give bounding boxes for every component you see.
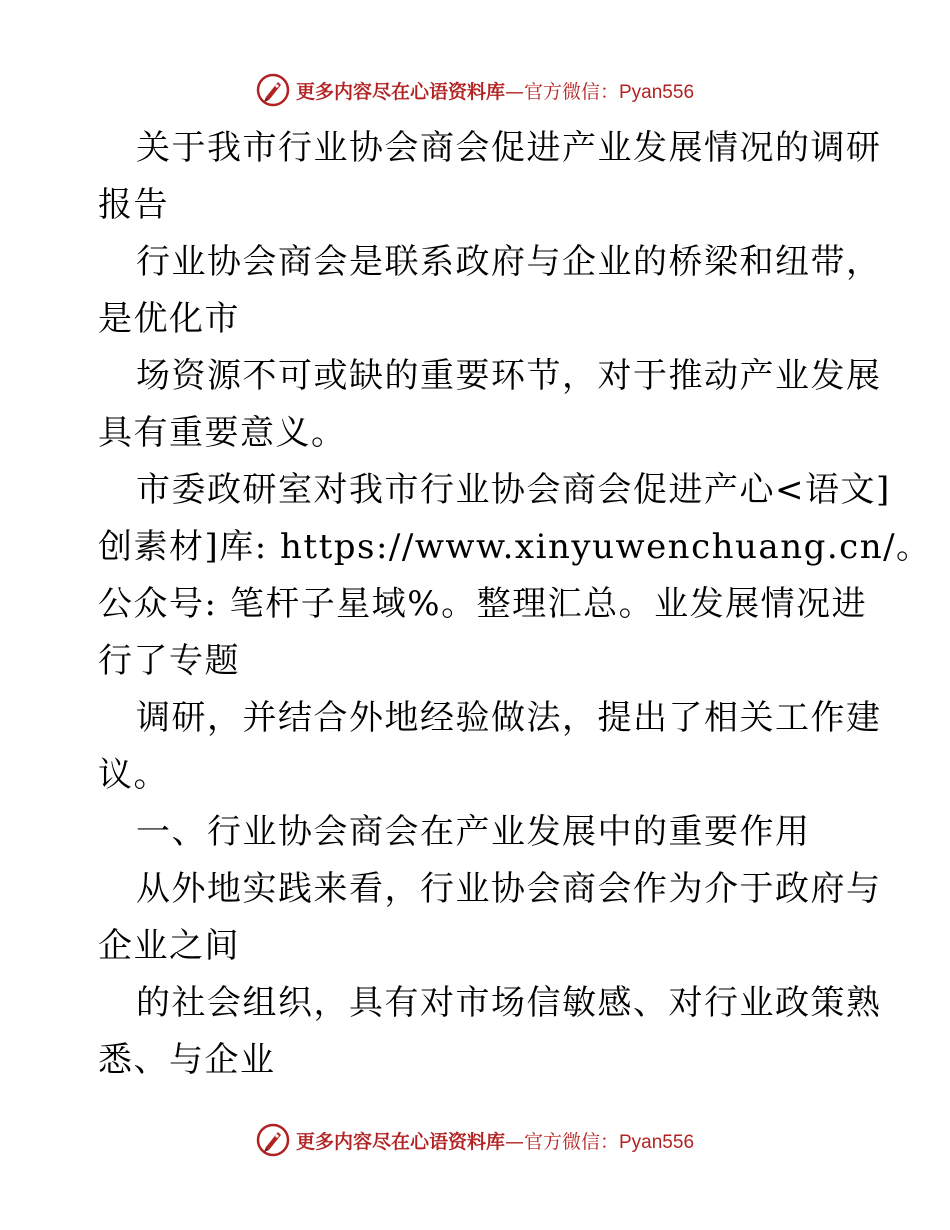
pen-nib-logo-icon [256,1123,290,1157]
text-line: 市委政研室对我市行业协会商会促进产心<语文] [136,470,891,510]
text-line: 企业之间 [98,926,240,966]
header-banner-separator: — [504,80,524,103]
text-line: 议。 [98,755,169,795]
header-banner-text [296,77,694,104]
footer-banner-text [296,1127,694,1154]
text-line: 关于我市行业协会商会促进产业发展情况的调研 [136,128,882,168]
text-line: 是优化市 [98,299,240,339]
text-line: 公众号: 笔杆子星域%。整理汇总。业发展情况进 [98,584,868,624]
header-banner-main: 更多内容尽在心语资料库 [295,80,505,103]
header-banner [0,70,950,110]
pen-nib-logo-icon [256,73,290,107]
section-heading: 一、行业协会商会在产业发展中的重要作用 [136,812,811,852]
text-line: 的社会组织，具有对市场信敏感、对行业政策熟 [136,983,882,1023]
footer-banner [0,1120,950,1160]
text-line: 行业协会商会是联系政府与企业的桥梁和纽带， [136,242,882,282]
footer-banner-wechat-id: Pyan556 [619,1131,695,1153]
footer-banner-wechat-label: 官方微信： [523,1130,619,1153]
document-text [98,120,932,1089]
document-body [98,120,932,1089]
text-line: 创素材]库: https://www.xinyuwenchuang.cn/。 [98,527,932,567]
text-line: 调研，并结合外地经验做法，提出了相关工作建 [136,698,882,738]
header-banner-wechat-id: Pyan556 [619,81,695,103]
text-line: 悉、与企业 [98,1040,276,1080]
text-line: 行了专题 [98,641,240,681]
text-line: 报告 [98,185,169,225]
text-line: 具有重要意义。 [98,413,347,453]
text-line: 从外地实践来看，行业协会商会作为介于政府与 [136,869,882,909]
footer-banner-main: 更多内容尽在心语资料库 [295,1130,505,1153]
header-banner-wechat-label: 官方微信： [523,80,619,103]
footer-banner-separator: — [504,1130,524,1153]
text-line: 场资源不可或缺的重要环节，对于推动产业发展 [136,356,882,396]
